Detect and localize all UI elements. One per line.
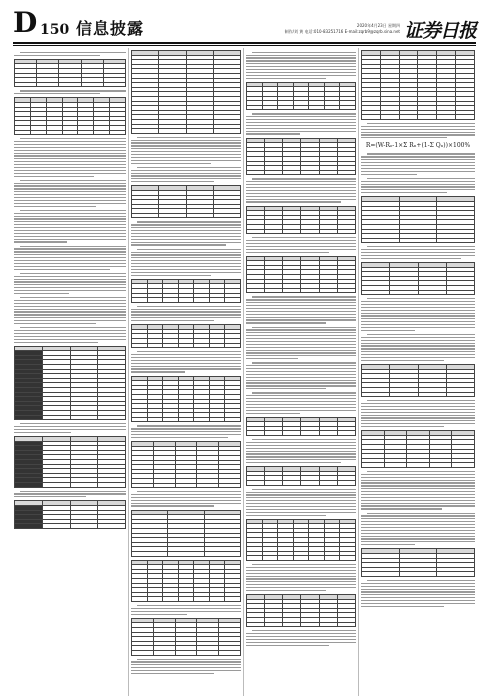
data-table xyxy=(246,138,356,176)
data-table xyxy=(246,466,356,485)
table-row xyxy=(247,288,356,293)
text-block xyxy=(246,489,356,516)
data-table xyxy=(361,196,475,243)
data-table xyxy=(246,82,356,111)
text-block xyxy=(14,52,126,56)
table-row xyxy=(247,431,356,436)
column-divider xyxy=(128,48,129,696)
text-block xyxy=(361,178,475,194)
table-row xyxy=(132,483,241,488)
text-block xyxy=(246,52,356,79)
data-table xyxy=(361,548,475,577)
data-table xyxy=(14,59,126,88)
data-table xyxy=(14,500,126,529)
table-row xyxy=(247,622,356,627)
data-table xyxy=(361,262,475,295)
page-number: 150 xyxy=(40,22,70,38)
text-block xyxy=(14,273,126,294)
text-block xyxy=(246,327,356,360)
text-block xyxy=(246,392,356,413)
data-table xyxy=(246,594,356,627)
text-block xyxy=(131,425,241,438)
data-table xyxy=(361,364,475,397)
text-block xyxy=(361,400,475,427)
text-block xyxy=(14,210,126,243)
table-row xyxy=(362,572,475,577)
formula: R=(W-Rₒ-1×Σ Rₙ+(1-Σ Qₙ))×100% xyxy=(365,142,471,150)
editor-contact: 制作/刘 黄 电话:010-83251716 E-mail:zqrb9@zqrb.sina.net xyxy=(284,29,400,34)
data-table xyxy=(131,185,241,218)
text-block xyxy=(131,167,241,183)
data-table xyxy=(14,436,126,488)
text-block xyxy=(246,630,356,646)
table-row xyxy=(15,482,126,487)
text-block xyxy=(246,564,356,591)
text-block xyxy=(14,138,126,177)
text-block xyxy=(361,513,475,546)
data-table xyxy=(246,519,356,561)
column-2 xyxy=(131,50,241,695)
table-row xyxy=(15,130,126,135)
text-block xyxy=(361,471,475,510)
data-table xyxy=(246,206,356,235)
data-table xyxy=(131,510,241,557)
data-table xyxy=(131,376,241,423)
table-row xyxy=(132,129,241,134)
table-row xyxy=(15,82,126,87)
data-table xyxy=(131,560,241,602)
text-block xyxy=(14,327,126,343)
table-row xyxy=(362,115,475,120)
text-block xyxy=(131,306,241,322)
text-block xyxy=(246,237,356,253)
table-row xyxy=(132,650,241,655)
column-divider xyxy=(243,48,244,696)
table-row xyxy=(15,524,126,529)
data-table xyxy=(131,618,241,656)
table-row xyxy=(362,392,475,397)
table-row xyxy=(247,481,356,486)
masthead-meta xyxy=(270,23,400,35)
text-block xyxy=(246,178,356,202)
masthead xyxy=(0,0,484,44)
text-block xyxy=(246,439,356,463)
text-block xyxy=(131,221,241,245)
page-letter: D xyxy=(13,6,38,39)
newspaper-logo: 证券日报 xyxy=(404,20,477,42)
text-block xyxy=(361,123,475,139)
text-block xyxy=(131,137,241,164)
table-row xyxy=(247,170,356,175)
table-row xyxy=(247,556,356,561)
data-table xyxy=(14,346,126,421)
column-4 xyxy=(361,50,475,695)
text-block xyxy=(361,153,475,174)
table-row xyxy=(362,290,475,295)
text-block xyxy=(361,246,475,259)
table-row xyxy=(132,343,241,348)
table-row xyxy=(15,415,126,420)
column-3 xyxy=(246,50,356,695)
issue-date: 2020年4月23日 星期四 xyxy=(356,23,400,28)
table-row xyxy=(132,298,241,303)
data-table xyxy=(131,50,241,134)
header-rule xyxy=(13,42,476,44)
text-block xyxy=(246,113,356,134)
text-block xyxy=(131,605,241,615)
column-divider xyxy=(358,48,359,696)
text-block xyxy=(14,246,126,270)
table-row xyxy=(362,238,475,243)
data-table xyxy=(246,417,356,436)
table-row xyxy=(132,417,241,422)
section-title: 信息披露 xyxy=(76,19,145,38)
header-rule-thin xyxy=(13,45,476,46)
table-row xyxy=(247,105,356,110)
data-table xyxy=(361,430,475,468)
text-block xyxy=(131,249,241,276)
table-row xyxy=(362,463,475,468)
text-block xyxy=(131,351,241,372)
data-table xyxy=(14,97,126,135)
table-row xyxy=(132,597,241,602)
text-block xyxy=(14,90,126,94)
text-block xyxy=(361,298,475,331)
text-block xyxy=(14,180,126,207)
data-table xyxy=(131,441,241,488)
table-row xyxy=(132,213,241,218)
table-row xyxy=(247,229,356,234)
text-block xyxy=(14,491,126,498)
text-block xyxy=(14,423,126,433)
table-row xyxy=(132,552,241,557)
data-table xyxy=(131,324,241,348)
data-table xyxy=(131,279,241,303)
data-table xyxy=(361,50,475,120)
text-block xyxy=(246,296,356,323)
text-block xyxy=(131,491,241,507)
data-table xyxy=(246,256,356,294)
text-block xyxy=(131,659,241,675)
text-block xyxy=(246,362,356,389)
column-1 xyxy=(14,50,126,695)
text-block xyxy=(361,580,475,607)
text-block xyxy=(14,297,126,324)
text-block xyxy=(361,334,475,361)
